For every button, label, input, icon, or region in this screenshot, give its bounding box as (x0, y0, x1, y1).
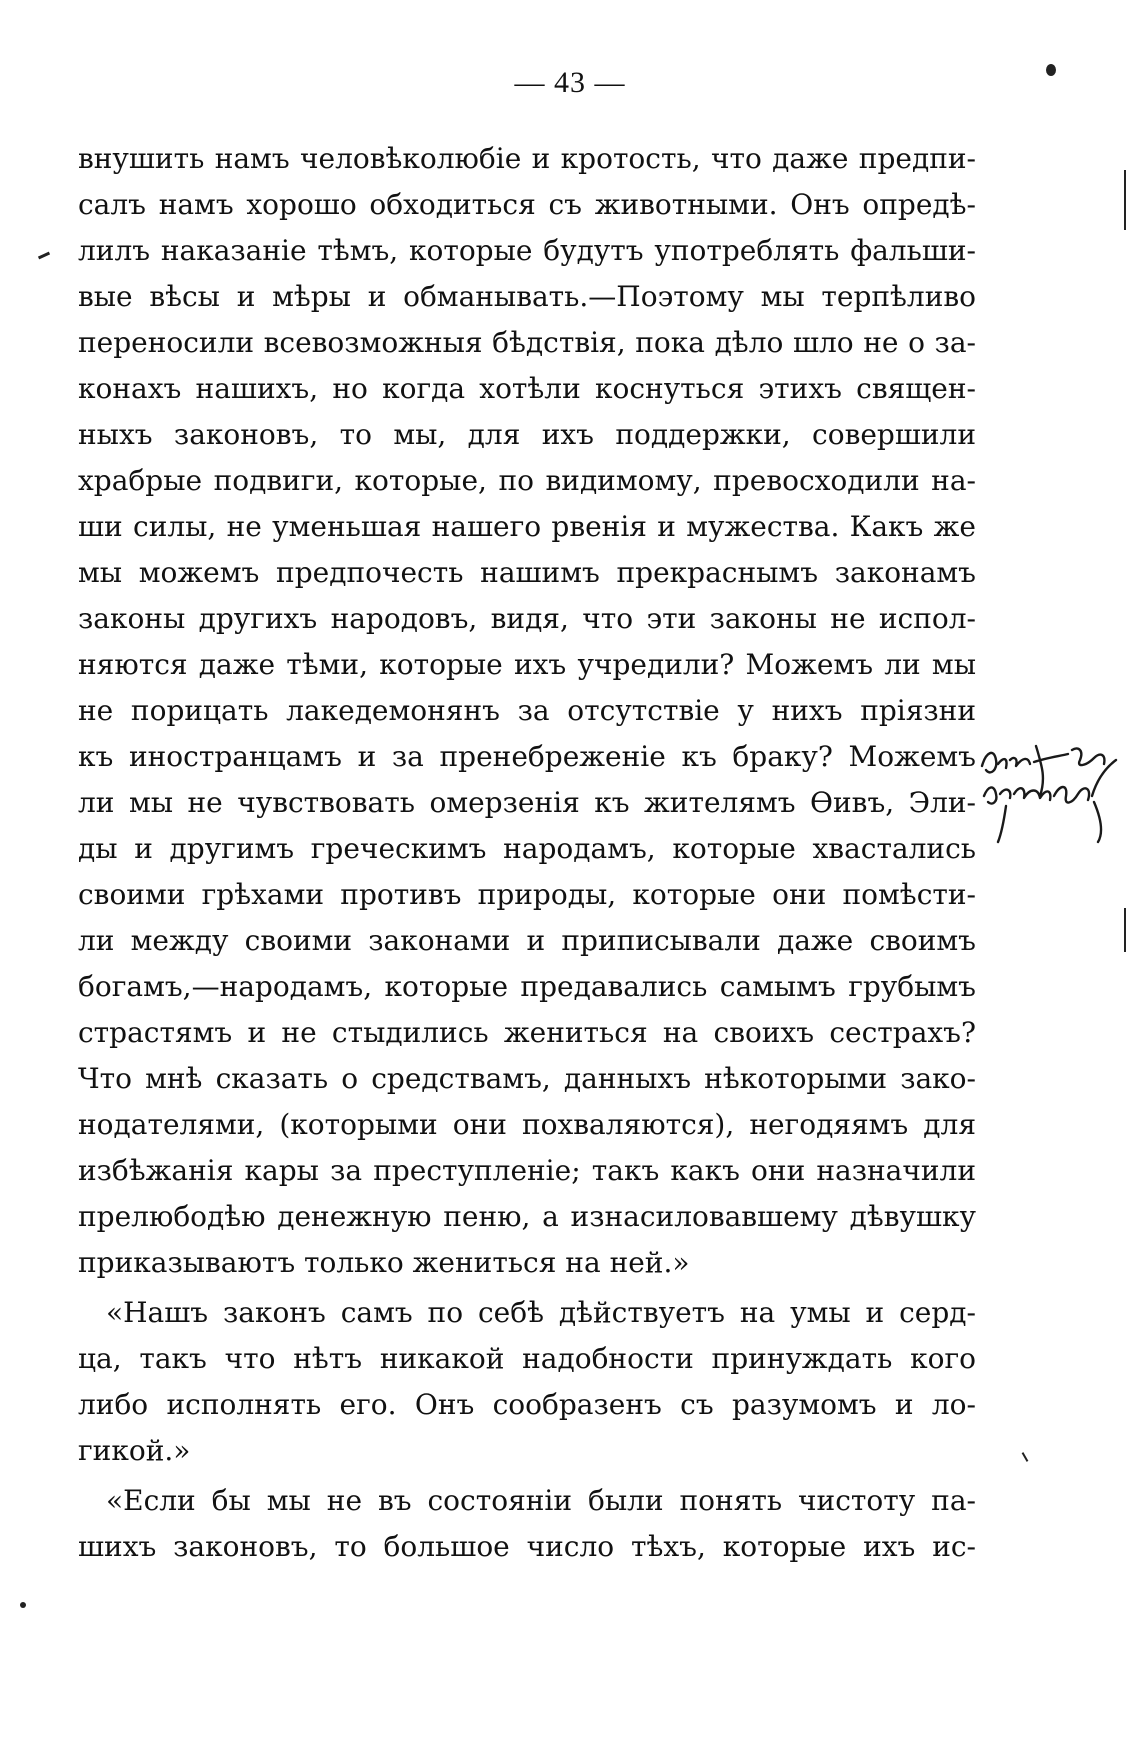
text-line: ли между своими законами и приписывали даже своимъ (78, 924, 976, 957)
text-line: салъ намъ хорошо обходиться съ животными. Онъ опредѣ- (78, 188, 976, 221)
text-line: не порицать лакедемонянъ за отсутствіе у нихъ пріязни (78, 694, 976, 727)
text-line: шихъ законовъ, то большое число тѣхъ, которые ихъ ис- (78, 1530, 976, 1563)
text-line: прелюбодѣю денежную пеню, а изнасиловавшему дѣвушку (78, 1200, 976, 1233)
text-line: приказываютъ только жениться на ней.» (78, 1246, 690, 1279)
page-number: — 43 — (514, 66, 626, 99)
ink-speck (1124, 170, 1126, 230)
ink-speck (1022, 1452, 1029, 1462)
text-line: нодателями, (которыми они похваляются), негодяямъ для (78, 1108, 976, 1141)
text-line: ныхъ законовъ, то мы, для ихъ поддержки, совершили (78, 418, 976, 451)
text-line: законы другихъ народовъ, видя, что эти законы не испол- (78, 602, 976, 635)
text-line: либо исполнять его. Онъ сообразенъ съ разумомъ и ло- (78, 1388, 976, 1421)
paragraph-1 (78, 136, 976, 1286)
text-line: ши силы, не уменьшая нашего рвенія и мужества. Какъ же (78, 510, 976, 543)
ink-speck (20, 1602, 26, 1608)
handwritten-margin-note (976, 736, 1126, 846)
ink-speck (38, 252, 50, 260)
paragraph-3 (78, 1478, 976, 1570)
text-line: гикой.» (78, 1434, 191, 1467)
text-line: мы можемъ предпочесть нашимъ прекраснымъ законамъ (78, 556, 976, 589)
text-line: вые вѣсы и мѣры и обманывать.—Поэтому мы терпѣливо (78, 280, 976, 313)
ink-speck (1124, 908, 1126, 952)
text-line: конахъ нашихъ, но когда хотѣли коснуться этихъ священ- (78, 372, 976, 405)
body-text (78, 136, 976, 1570)
text-line: страстямъ и не стыдились жениться на своихъ сестрахъ? (78, 1016, 976, 1049)
text-line: переносили всевозможныя бѣдствія, пока дѣло шло не о за- (78, 326, 976, 359)
text-line: богамъ,—народамъ, которые предавались самымъ грубымъ (78, 970, 976, 1003)
text-line: ца, такъ что нѣтъ никакой надобности принуждать кого (78, 1342, 976, 1375)
paragraph-2 (78, 1290, 976, 1474)
text-line: избѣжанія кары за преступленіе; такъ какъ они назначили (78, 1154, 976, 1187)
text-line: своими грѣхами противъ природы, которые они помѣсти- (78, 878, 976, 911)
text-line: Что мнѣ сказать о средствамъ, данныхъ нѣкоторыми зако- (78, 1062, 976, 1095)
text-line: ли мы не чувствовать омерзенія къ жителямъ Ѳивъ, Эли- (78, 786, 976, 819)
text-line: няются даже тѣми, которые ихъ учредили? Можемъ ли мы (78, 648, 976, 681)
text-line: храбрые подвиги, которые, по видимому, превосходили на- (78, 464, 976, 497)
text-line: внушить намъ человѣколюбіе и кротость, что даже предпи- (78, 142, 976, 175)
text-line: «Если бы мы не въ состояніи были понять чистоту па- (106, 1484, 976, 1517)
text-line: «Нашъ законъ самъ по себѣ дѣйствуетъ на умы и серд- (106, 1296, 976, 1329)
text-line: къ иностранцамъ и за пренебреженіе къ браку? Можемъ (78, 740, 976, 773)
text-line: лилъ наказаніе тѣмъ, которые будутъ употреблять фальши- (78, 234, 976, 267)
text-line: ды и другимъ греческимъ народамъ, которые хвастались (78, 832, 976, 865)
ink-speck (1046, 64, 1056, 76)
